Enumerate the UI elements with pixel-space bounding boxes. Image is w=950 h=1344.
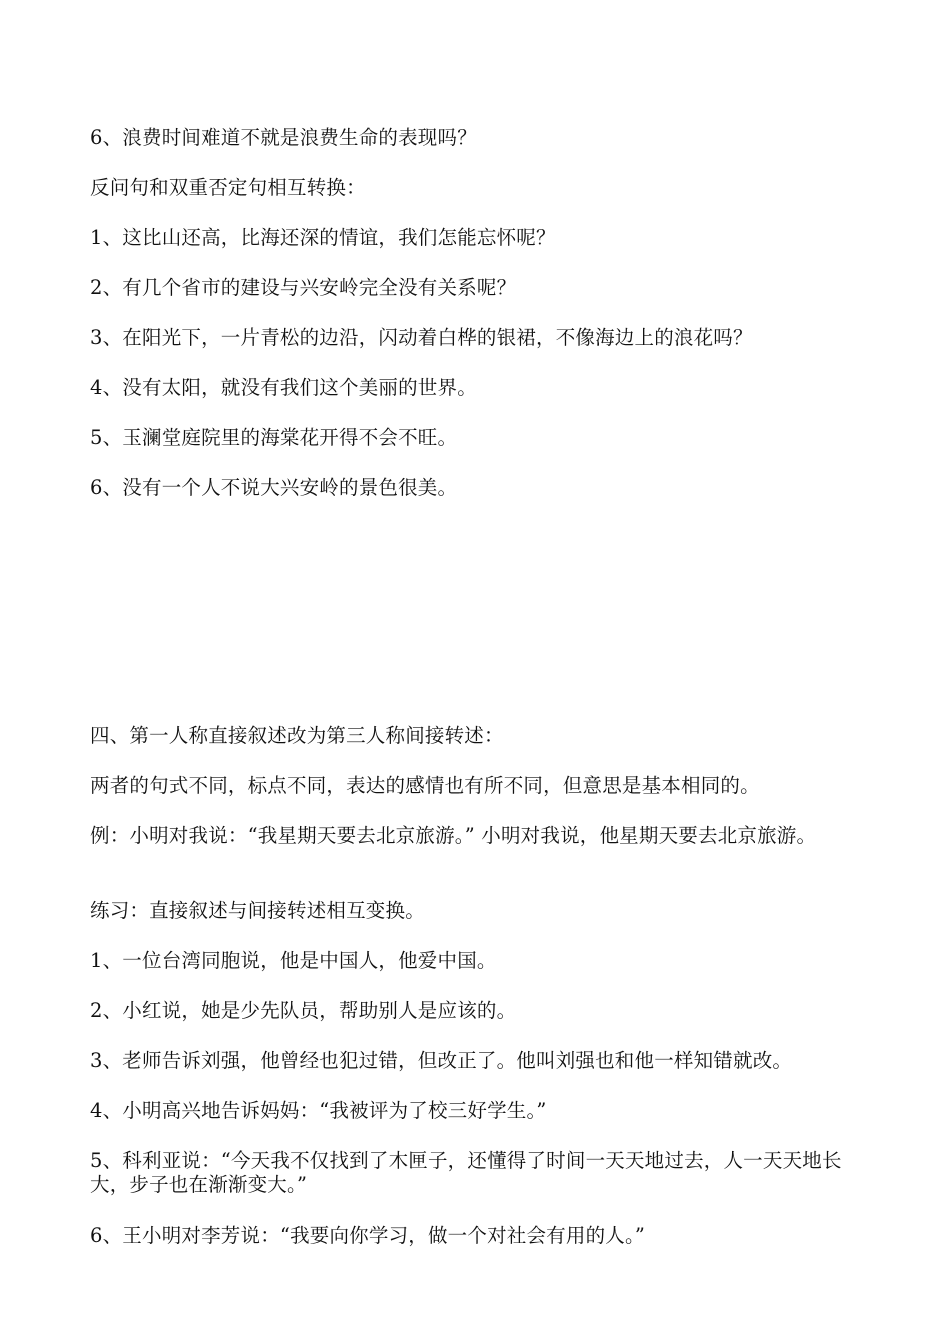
- practice-item-1: 1、一位台湾同胞说，他是中国人，他爱中国。: [90, 949, 497, 972]
- conversion-item-1: 1、这比山还高，比海还深的情谊，我们怎能忘怀呢？: [90, 226, 556, 249]
- practice-item-5: 5、科利亚说：“今天我不仅找到了木匣子，还懂得了时间一天天地过去，人一天天地长大，步子也在渐渐变大。”: [90, 1149, 842, 1196]
- practice-item-4: 4、小明高兴地告诉妈妈：“我被评为了校三好学生。”: [90, 1099, 547, 1122]
- rhetorical-question-6: 6、浪费时间难道不就是浪费生命的表现吗？: [90, 126, 477, 149]
- section-four-intro: 两者的句式不同，标点不同，表达的感情也有所不同，但意思是基本相同的。: [90, 774, 760, 797]
- conversion-item-5: 5、玉澜堂庭院里的海棠花开得不会不旺。: [90, 426, 458, 449]
- practice-title: 练习：直接叙述与间接转述相互变换。: [90, 899, 425, 922]
- conversion-heading: 反问句和双重否定句相互转换：: [90, 176, 366, 199]
- section-four-example: 例：小明对我说：“我星期天要去北京旅游。” 小明对我说，他星期天要去北京旅游。: [90, 824, 817, 847]
- conversion-item-3: 3、在阳光下，一片青松的边沿，闪动着白桦的银裙，不像海边上的浪花吗？: [90, 326, 753, 349]
- practice-item-6: 6、王小明对李芳说：“我要向你学习，做一个对社会有用的人。”: [90, 1224, 646, 1247]
- practice-item-2: 2、小红说，她是少先队员，帮助别人是应该的。: [90, 999, 517, 1022]
- conversion-item-6: 6、没有一个人不说大兴安岭的景色很美。: [90, 476, 458, 499]
- section-four-heading: 四、第一人称直接叙述改为第三人称间接转述：: [90, 724, 504, 747]
- conversion-item-2: 2、有几个省市的建设与兴安岭完全没有关系呢？: [90, 276, 517, 299]
- conversion-item-4: 4、没有太阳，就没有我们这个美丽的世界。: [90, 376, 477, 399]
- practice-item-3: 3、老师告诉刘强，他曾经也犯过错，但改正了。他叫刘强也和他一样知错就改。: [90, 1049, 793, 1072]
